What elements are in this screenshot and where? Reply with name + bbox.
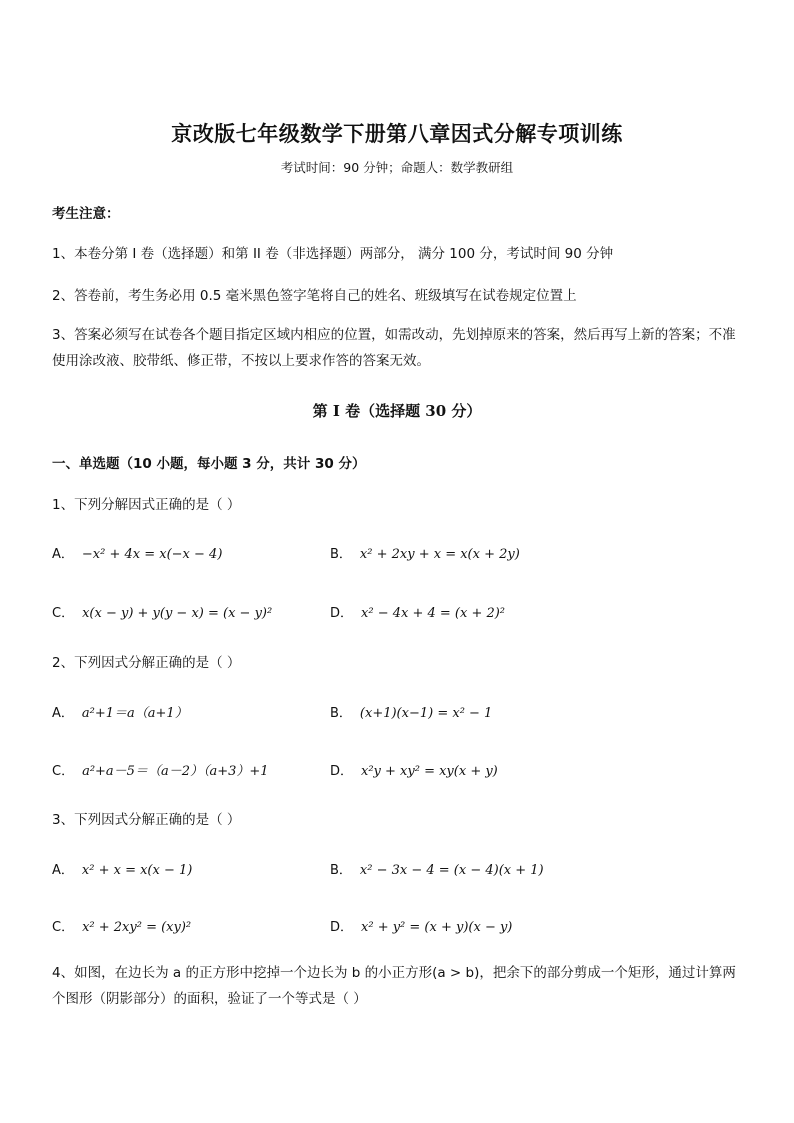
notice-item-2: 2、答卷前，考生务必用 0.5 毫米黑色签字笔将自己的姓名、班级填写在试卷规定位置上 bbox=[52, 288, 577, 304]
page-title: 京改版七年级数学下册第八章因式分解专项训练 bbox=[171, 121, 623, 146]
option-formula: a²+a－5＝（a－2）（a+3）+1 bbox=[82, 764, 269, 779]
question-3-option-c[interactable] bbox=[52, 916, 191, 935]
notice-item-1: 1、本卷分第 I 卷（选择题）和第 II 卷（非选择题）两部分， 满分 100 分，考试时间 90 分钟 bbox=[52, 246, 614, 262]
question-3-option-d[interactable] bbox=[330, 916, 512, 935]
option-label: A． bbox=[52, 863, 74, 878]
notice-item-3: 3、答案必须写在试卷各个题目指定区域内相应的位置，如需改动，先划掉原来的答案，然后再写上新的答案；不准使用涂改液、胶带纸、修正带，不按以上要求作答的答案无效。 bbox=[52, 327, 736, 369]
option-label: C． bbox=[52, 920, 75, 935]
option-label: B． bbox=[330, 706, 352, 721]
question-2-option-c[interactable] bbox=[52, 760, 269, 779]
option-formula: x(x − y) + y(y − x) = (x − y)² bbox=[82, 606, 273, 621]
question-1-option-d[interactable] bbox=[330, 602, 505, 621]
option-label: D． bbox=[330, 606, 354, 621]
question-2-stem: 2、下列因式分解正确的是（ ） bbox=[52, 655, 241, 671]
part1-title: 第 I 卷（选择题 30 分） bbox=[312, 402, 482, 420]
option-formula: x² − 3x − 4 = (x − 4)(x + 1) bbox=[359, 863, 544, 878]
section-title: 一、单选题（10 小题，每小题 3 分，共计 30 分） bbox=[52, 456, 366, 472]
option-formula: x² + x = x(x − 1) bbox=[81, 863, 193, 878]
question-1-option-b[interactable] bbox=[330, 543, 520, 562]
option-label: B． bbox=[330, 547, 352, 562]
option-label: C． bbox=[52, 606, 75, 621]
option-formula: x² + 2xy² = (xy)² bbox=[82, 920, 192, 935]
option-label: B． bbox=[330, 863, 352, 878]
question-3-stem: 3、下列因式分解正确的是（ ） bbox=[52, 812, 241, 828]
option-formula: x² + y² = (x + y)(x − y) bbox=[361, 920, 513, 935]
question-3-option-b[interactable] bbox=[330, 859, 544, 878]
question-2-option-d[interactable] bbox=[330, 760, 498, 779]
option-formula: a²+1＝a（a+1） bbox=[81, 706, 188, 721]
question-1-option-c[interactable] bbox=[52, 602, 272, 621]
question-2-option-a[interactable] bbox=[52, 702, 188, 721]
option-formula: x² + 2xy + x = x(x + 2y) bbox=[359, 547, 520, 562]
option-formula: −x² + 4x = x(−x − 4) bbox=[81, 547, 223, 562]
notice-heading: 考生注意： bbox=[52, 206, 120, 222]
option-formula: x²y + xy² = xy(x + y) bbox=[361, 764, 498, 779]
option-label: A． bbox=[52, 547, 74, 562]
exam-subtitle: 考试时间：90 分钟；命题人：数学教研组 bbox=[280, 160, 514, 175]
option-formula: (x+1)(x−1) = x² − 1 bbox=[359, 706, 493, 721]
question-3-option-a[interactable] bbox=[52, 859, 192, 878]
option-label: A． bbox=[52, 706, 74, 721]
question-1-stem: 1、下列分解因式正确的是（ ） bbox=[52, 497, 241, 513]
option-label: D． bbox=[330, 920, 354, 935]
question-2-option-b[interactable] bbox=[330, 702, 492, 721]
question-4-stem: 4、如图，在边长为 a 的正方形中挖掉一个边长为 b 的小正方形(a > b)，把余下的部分剪成一个矩形，通过计算两个图形（阴影部分）的面积，验证了一个等式是（ ） bbox=[52, 965, 736, 1007]
question-1-option-a[interactable] bbox=[52, 543, 222, 562]
option-formula: x² − 4x + 4 = (x + 2)² bbox=[361, 606, 506, 621]
option-label: C． bbox=[52, 764, 75, 779]
option-label: D． bbox=[330, 764, 354, 779]
